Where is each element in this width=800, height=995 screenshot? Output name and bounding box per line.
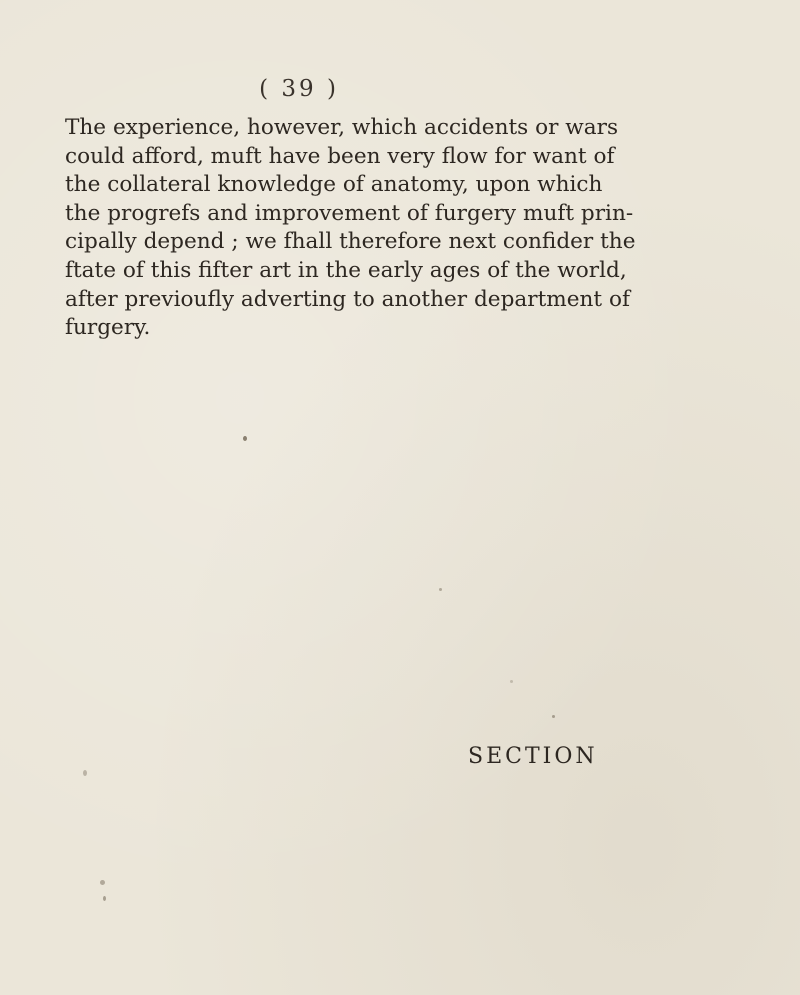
paragraph-line: the progrefs and improvement of furgery muft prin- xyxy=(65,200,634,226)
paragraph-line: cipally depend ; we fhall therefore next confider the xyxy=(65,229,636,255)
paragraph-line: could afford, muft have been very flow for want of xyxy=(65,143,615,169)
paper-speck xyxy=(243,436,247,441)
paragraph-line: The experience, however, which accidents or wars xyxy=(65,115,619,140)
catchword: SECTION xyxy=(468,744,598,769)
paragraph-line: the collateral knowledge of anatomy, upon which xyxy=(65,172,603,198)
paragraph-line: ftate of this fifter art in the early ages of the world, xyxy=(65,257,627,283)
paper-speck xyxy=(103,896,106,901)
paper-speck xyxy=(552,715,555,718)
paper-speck xyxy=(510,680,513,683)
paragraph xyxy=(65,114,636,343)
page-number: ( 39 ) xyxy=(259,76,339,102)
paragraph-line: after previoufly adverting to another department of xyxy=(65,286,630,312)
paper-speck xyxy=(100,880,105,885)
paper-speck xyxy=(83,770,87,776)
paragraph-line: furgery. xyxy=(65,315,151,341)
paper-speck xyxy=(439,588,442,591)
